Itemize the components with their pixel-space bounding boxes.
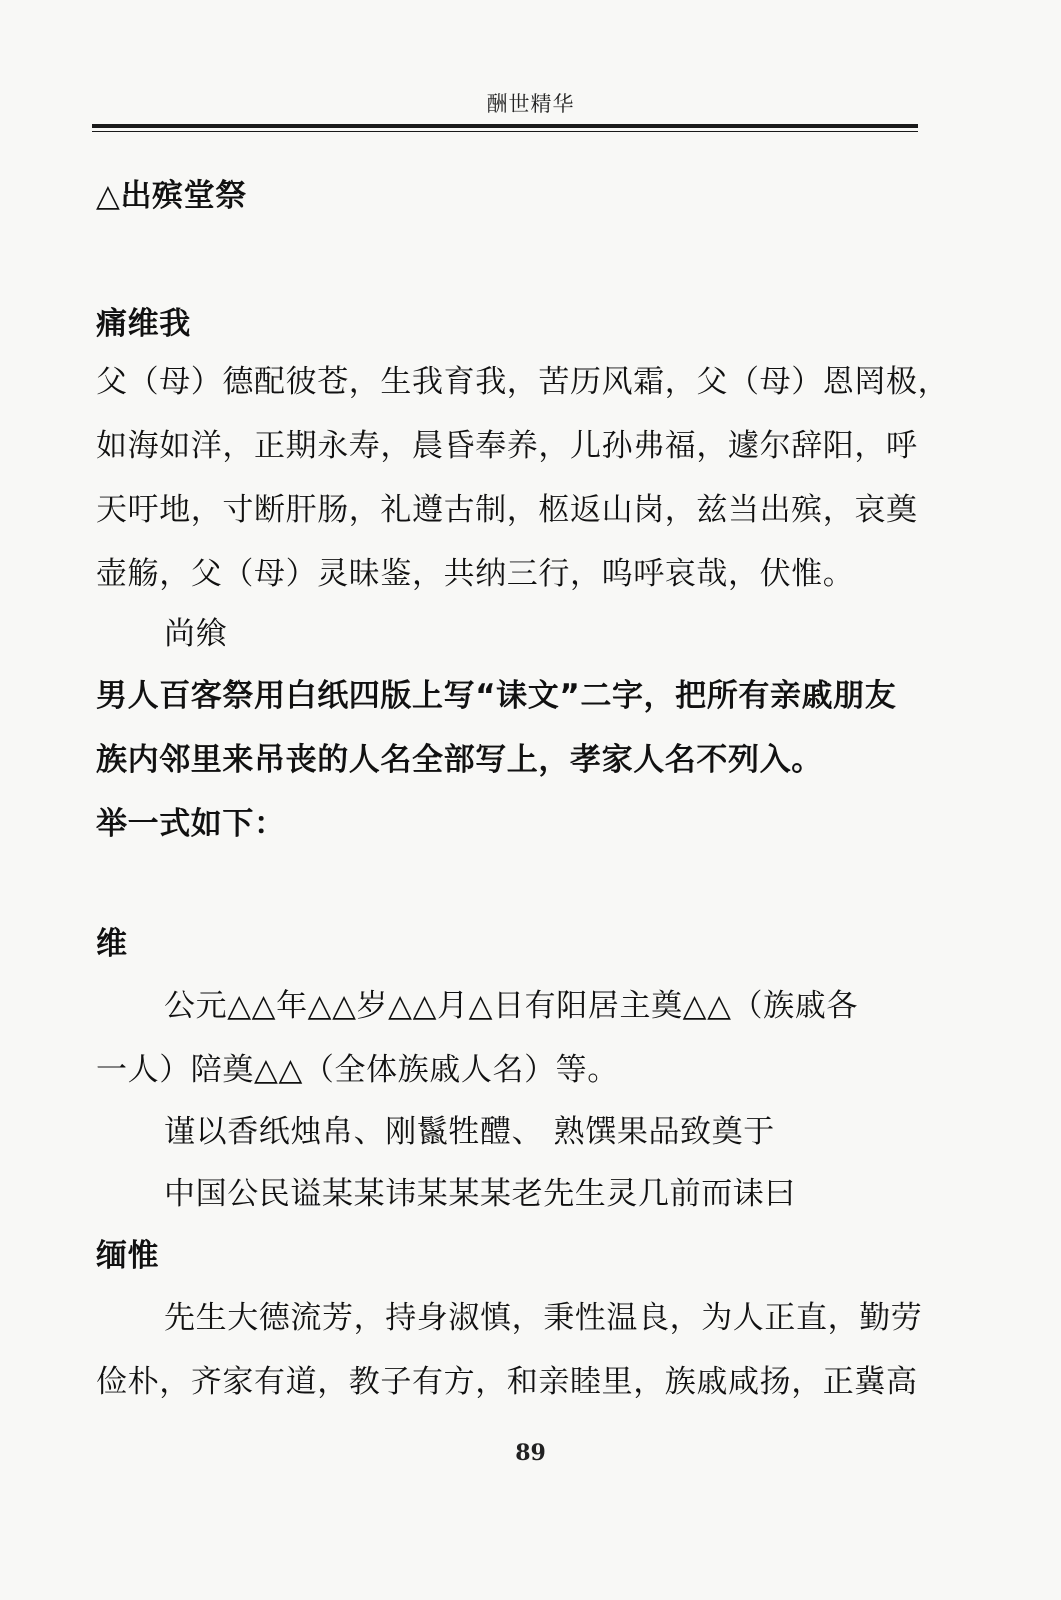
example-line: 俭朴，齐家有道，教子有方，和亲睦里，族戚咸扬，正冀高 xyxy=(96,1364,918,1400)
example-line: 先生大德流芳，持身淑慎，秉性温良，为人正直，勤劳 xyxy=(164,1300,923,1336)
example-subhead: 缅惟 xyxy=(96,1238,160,1274)
prayer-line: 父（母）德配彼苍，生我育我，苦历风霜，父（母）恩罔极， xyxy=(96,364,950,400)
instruction-line: 族内邻里来吊丧的人名全部写上，孝家人名不列入。 xyxy=(96,742,823,778)
prayer-closing: 尚飨 xyxy=(164,616,228,652)
example-line: 公元△△年△△岁△△月△日有阳居主奠△△（族戚各 xyxy=(164,988,858,1024)
example-line: 谨以香纸烛帛、刚鬣牲醴、 熟馔果品致奠于 xyxy=(164,1114,775,1150)
section-title: △出殡堂祭 xyxy=(96,178,247,214)
prayer-line: 天吁地，寸断肝肠，礼遵古制，柩返山岗，兹当出殡，哀奠 xyxy=(96,492,918,528)
prayer-opening: 痛维我 xyxy=(96,306,191,342)
header-rule-thin xyxy=(92,131,918,132)
example-label: 举一式如下： xyxy=(96,806,286,842)
header-rule-thick xyxy=(92,124,918,128)
prayer-line: 壶觞，父（母）灵昧鉴，共纳三行，呜呼哀哉，伏惟。 xyxy=(96,556,855,592)
page-number: 89 xyxy=(515,1440,546,1466)
prayer-line: 如海如洋，正期永寿，晨昏奉养，儿孙弗福，遽尔辞阳，呼 xyxy=(96,428,918,464)
example-line: 中国公民谥某某讳某某某老先生灵几前而诔曰 xyxy=(164,1176,796,1212)
example-opening: 维 xyxy=(96,926,128,962)
example-line: 一人）陪奠△△（全体族戚人名）等。 xyxy=(96,1052,619,1088)
running-header: 酬世精华 xyxy=(486,92,575,116)
instruction-line: 男人百客祭用白纸四版上写“诔文”二字，把所有亲戚朋友 xyxy=(96,678,897,714)
